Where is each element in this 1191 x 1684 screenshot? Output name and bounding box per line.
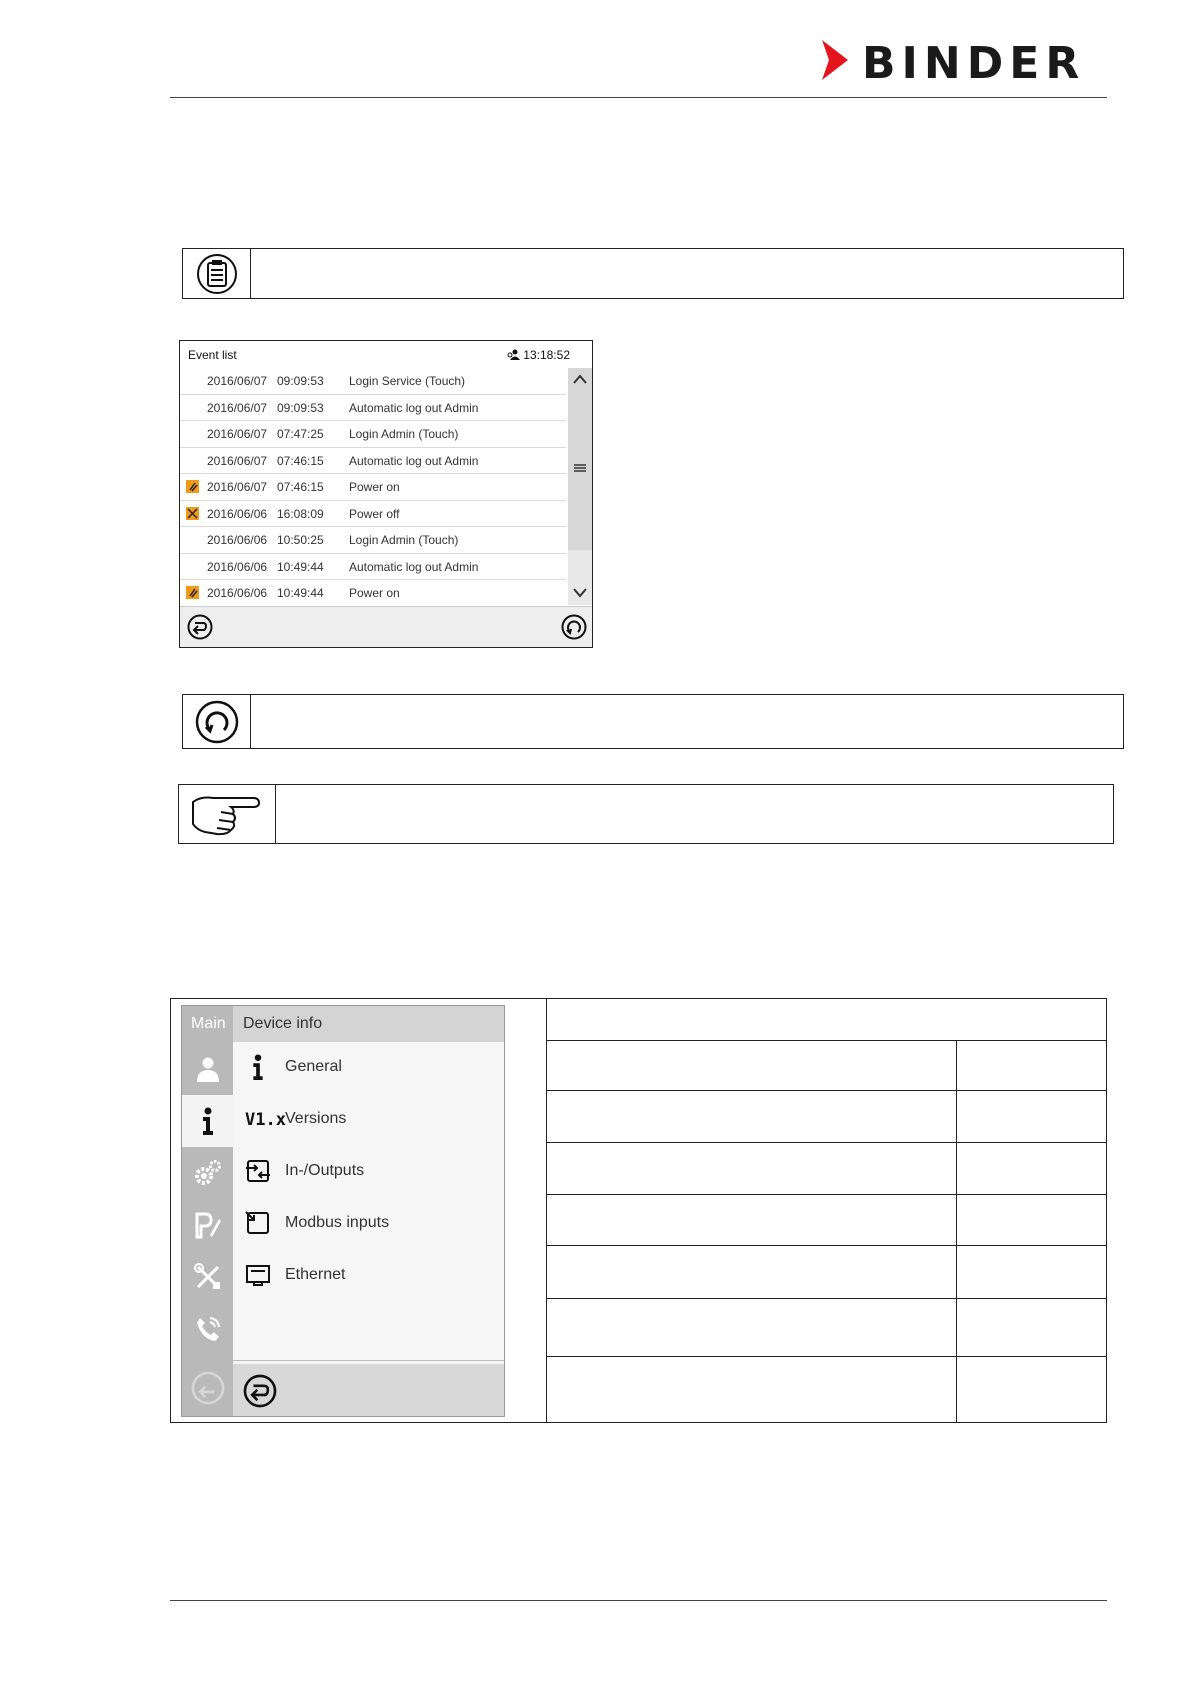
menu-item-label: In-/Outputs: [285, 1162, 365, 1179]
event-event: Power off: [349, 506, 400, 521]
event-date: 2016/06/07: [207, 453, 268, 468]
event-time: 07:46:15: [277, 453, 324, 468]
refresh-symbol-box: [182, 694, 1124, 749]
clock-value: 13:18:52: [523, 348, 570, 362]
event-date: 2016/06/07: [207, 374, 268, 388]
scroll-handle-icon[interactable]: [573, 463, 587, 473]
side-menu: [182, 1006, 233, 1416]
ethernet-icon: [245, 1262, 271, 1288]
side-menu-label: Main: [191, 1015, 226, 1032]
menu-item-label: Modbus inputs: [285, 1214, 390, 1231]
brand-name: BINDER: [862, 38, 1086, 89]
footer-divider: [170, 1600, 1107, 1601]
program-icon[interactable]: [182, 1199, 233, 1251]
event-list-clock: [507, 348, 570, 362]
event-row: [180, 395, 566, 422]
event-event: Automatic log out Admin: [349, 453, 479, 468]
power-on-icon: [186, 480, 199, 493]
pointing-hand-icon: [187, 788, 267, 840]
event-list-symbol-cell: [183, 249, 251, 298]
menu-item-label: Ethernet: [285, 1266, 346, 1283]
event-event: Power on: [349, 480, 400, 494]
header-divider: [170, 97, 1107, 98]
menu-item-in-outputs[interactable]: [233, 1146, 504, 1199]
note-box: [178, 784, 1114, 844]
event-date: 2016/06/06: [207, 506, 268, 521]
svg-text:V1.x: V1.x: [245, 1110, 286, 1130]
event-date: 2016/06/07: [207, 480, 268, 494]
device-info-figure: [170, 998, 1107, 1423]
event-row: [180, 501, 566, 528]
menu-item-empty: [233, 1302, 504, 1361]
event-time: 09:09:53: [277, 400, 324, 415]
event-row: [180, 580, 566, 607]
back-icon[interactable]: [243, 1374, 277, 1408]
event-event: Login Admin (Touch): [349, 533, 459, 547]
event-time: 09:09:53: [277, 374, 324, 388]
event-event: Login Service (Touch): [349, 374, 466, 388]
device-info-header: [233, 1006, 504, 1042]
power-on-icon: [186, 586, 199, 599]
event-row: [180, 554, 566, 581]
event-date: 2016/06/07: [207, 427, 268, 441]
logo-mark-icon: [820, 40, 850, 80]
binder-logo: [820, 36, 1120, 89]
settings-icon[interactable]: [182, 1147, 233, 1199]
event-time: 07:46:15: [277, 480, 324, 494]
scroll-up-icon[interactable]: [573, 374, 587, 384]
event-time: 07:47:25: [277, 427, 324, 441]
phone-icon[interactable]: [182, 1303, 233, 1355]
back-icon: [182, 1362, 233, 1414]
service-icon[interactable]: [182, 1251, 233, 1303]
event-date: 2016/06/06: [207, 586, 268, 600]
menu-item-label: Versions: [285, 1110, 347, 1127]
event-row: [180, 421, 566, 448]
menu-item-versions[interactable]: [233, 1094, 504, 1147]
info-icon[interactable]: [182, 1095, 233, 1147]
event-event: Automatic log out Admin: [349, 400, 479, 415]
event-list-icon: [195, 254, 239, 294]
back-icon[interactable]: [187, 614, 213, 640]
refresh-icon: [195, 700, 239, 744]
inputs-outputs-icon: [245, 1158, 271, 1184]
scroll-down-icon[interactable]: [573, 588, 587, 598]
event-event: Automatic log out Admin: [349, 559, 479, 574]
event-date: 2016/06/07: [207, 400, 268, 415]
scroll-thumb[interactable]: [568, 368, 592, 550]
device-info-table: [546, 999, 1106, 1422]
event-rows[interactable]: [180, 368, 566, 605]
event-row: [180, 527, 566, 554]
versions-icon: [245, 1106, 286, 1132]
menu-item-general[interactable]: [233, 1042, 504, 1095]
event-bottom-bar: [180, 606, 592, 647]
user-key-icon: [507, 349, 520, 360]
event-date: 2016/06/06: [207, 533, 268, 547]
event-time: 10:49:44: [277, 559, 324, 574]
menu-item-label: General: [285, 1058, 342, 1075]
event-scrollbar[interactable]: [568, 368, 592, 605]
event-date: 2016/06/06: [207, 559, 268, 574]
event-list-symbol-box: [182, 248, 1124, 299]
event-time: 10:50:25: [277, 533, 324, 547]
refresh-icon[interactable]: [561, 614, 587, 640]
device-info-screen: [181, 1005, 505, 1417]
event-row: [180, 474, 566, 501]
menu-item-ethernet[interactable]: [233, 1250, 504, 1303]
note-symbol-cell: [179, 785, 276, 843]
refresh-symbol-cell: [183, 695, 251, 748]
info-icon: [245, 1054, 271, 1080]
modbus-inputs-icon: [245, 1210, 271, 1236]
event-row: [180, 368, 566, 395]
menu-item-modbus-inputs[interactable]: [233, 1198, 504, 1251]
event-event: Power on: [349, 586, 400, 600]
event-list-screen: [179, 340, 593, 648]
user-icon[interactable]: [182, 1043, 233, 1095]
event-time: 16:08:09: [277, 506, 324, 521]
event-event: Login Admin (Touch): [349, 427, 459, 441]
device-info-title: Device info: [243, 1015, 323, 1032]
device-info-footer: [233, 1364, 504, 1416]
event-time: 10:49:44: [277, 586, 324, 600]
power-off-icon: [186, 507, 199, 520]
event-list-title: Event list: [188, 348, 237, 362]
event-row: [180, 448, 566, 475]
